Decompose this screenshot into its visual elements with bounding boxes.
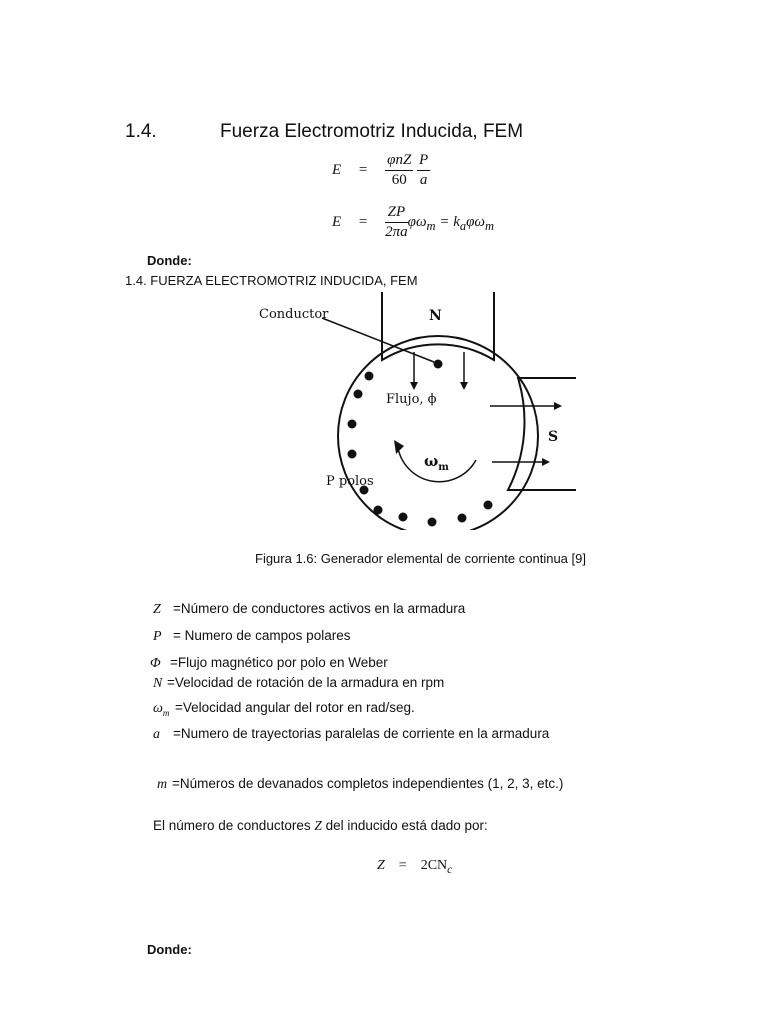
south-pole-piece — [508, 378, 576, 490]
conductor-dot — [484, 501, 493, 510]
definition-omega: $\omega_m$ =Velocidad angular del rotor en rad/seg. — [153, 700, 415, 718]
definition-m: m =Números de devanados completos independientes (1, 2, 3, etc.) — [157, 776, 564, 792]
conductor-dot — [365, 372, 374, 381]
conductor-dot — [458, 514, 467, 523]
conductor-dot — [348, 420, 357, 429]
north-pole-piece — [382, 292, 494, 360]
flux-arrowhead — [542, 458, 550, 466]
section-title: Fuerza Electromotriz Inducida, FEM — [220, 121, 524, 142]
definition-p: P = Numero de campos polares — [153, 628, 351, 644]
definition-z: Z =Número de conductores activos en la armadura — [153, 601, 466, 617]
poles-label: P polos — [326, 474, 374, 489]
section-number: 1.4. — [125, 121, 157, 142]
flux-label: Flujo, ϕ — [386, 392, 437, 407]
generator-figure — [250, 290, 590, 530]
conductor-dot — [428, 518, 437, 527]
conductor-dot — [354, 390, 363, 399]
donde-label: Donde: — [147, 253, 192, 268]
donde-label-2: Donde: — [147, 942, 192, 957]
conductor-dot — [434, 360, 443, 369]
figure-caption: Figura 1.6: Generador elemental de corriente continua [9] — [255, 551, 586, 566]
equation-1: E = $\frac{\text{φnZ}}{60}$ $\frac{P}{a}$ — [332, 152, 429, 188]
z-sentence: El número de conductores Z del inducido está dado por: — [153, 818, 488, 833]
definition-n: N =Velocidad de rotación de la armadura en rpm — [153, 675, 445, 691]
conductor-dot — [348, 450, 357, 459]
definition-a: a =Numero de trayectorias paralelas de corriente en la armadura — [153, 726, 550, 742]
equation-2: E = $\frac{ZP}{2\pi a}$ $\varphi\omega_m = k_a\varphi\omega_m$ — [332, 204, 495, 240]
conductor-dot — [374, 506, 383, 515]
flux-arrowhead — [410, 382, 418, 390]
flux-arrowhead — [554, 402, 562, 410]
definition-phi: Φ =Flujo magnético por polo en Weber — [150, 655, 388, 671]
south-label: S — [548, 429, 559, 445]
omega-label: $\omega_m$ — [424, 452, 449, 473]
flux-arrowhead — [460, 382, 468, 390]
conductor-dot — [399, 513, 408, 522]
north-label: N — [429, 308, 442, 324]
subheading: 1.4. FUERZA ELECTROMOTRIZ INDUCIDA, FEM — [125, 273, 418, 288]
z-equation: $Z = 2CN_c$ — [377, 858, 453, 876]
conductor-label: Conductor — [259, 307, 329, 322]
